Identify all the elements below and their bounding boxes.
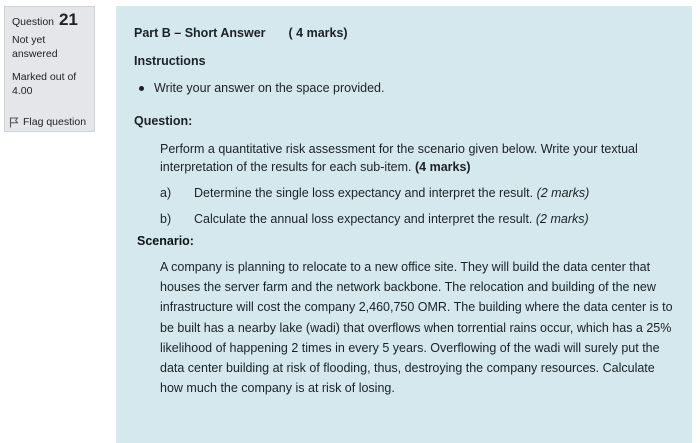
marks-label: Marked out of xyxy=(12,71,77,83)
scenario-title: Scenario: xyxy=(137,234,194,248)
scenario-text: A company is planning to relocate to a new office site. They will build the data center that houses the server farm and the network backbone. The relocation and building of the new infrastructure will cost the company 2,460,750 OMR. The building where the data center is to be built has a nearby lake (wadi) that overflows when torrential rains occur, which has a 25% likelihood of happening 2 times in every 5 years. Overflowing of the wadi will surely put the data center building at risk of flooding, thus, destroying the company resources. Calculate how much the company is at risk of losing. xyxy=(160,260,673,396)
question-label: Question xyxy=(12,16,55,28)
part-title-line xyxy=(134,26,676,40)
sub-item-letter: b) xyxy=(160,212,172,226)
question-text-block xyxy=(160,140,676,176)
sub-item-marks: (2 marks) xyxy=(535,212,589,226)
question-number: 21 xyxy=(58,10,78,29)
bullet-dot xyxy=(139,86,144,91)
flag-outline-icon xyxy=(9,117,19,128)
flag-question-label: Flag question xyxy=(23,116,87,128)
question-marks: (4 marks) xyxy=(415,160,471,174)
sub-item-a xyxy=(160,184,676,202)
question-state: Not yet answered xyxy=(12,34,58,60)
question-content xyxy=(116,6,692,443)
marks-value: 4.00 xyxy=(12,85,33,97)
question-title: Question: xyxy=(134,114,193,128)
question-number-line xyxy=(12,10,87,29)
question-info-panel xyxy=(4,6,95,132)
question-text: Perform a quantitative risk assessment for the scenario given below. Write your textual interpretation of the results for each sub-item. xyxy=(160,142,638,174)
instruction-text: Write your answer on the space provided. xyxy=(154,81,385,95)
part-title: Part B – Short Answer xyxy=(134,26,266,40)
flag-question-link[interactable] xyxy=(9,115,86,129)
sub-item-b xyxy=(160,210,676,228)
sub-item-text: Calculate the annual loss expectancy and interpret the result. xyxy=(194,212,533,226)
sub-item-marks: (2 marks) xyxy=(536,186,590,200)
instruction-item xyxy=(134,81,676,95)
sub-item-text: Determine the single loss expectancy and interpret the result. xyxy=(194,186,534,200)
sub-item-letter: a) xyxy=(160,186,172,200)
part-marks: ( 4 marks) xyxy=(288,26,348,40)
instructions-title: Instructions xyxy=(134,54,206,68)
